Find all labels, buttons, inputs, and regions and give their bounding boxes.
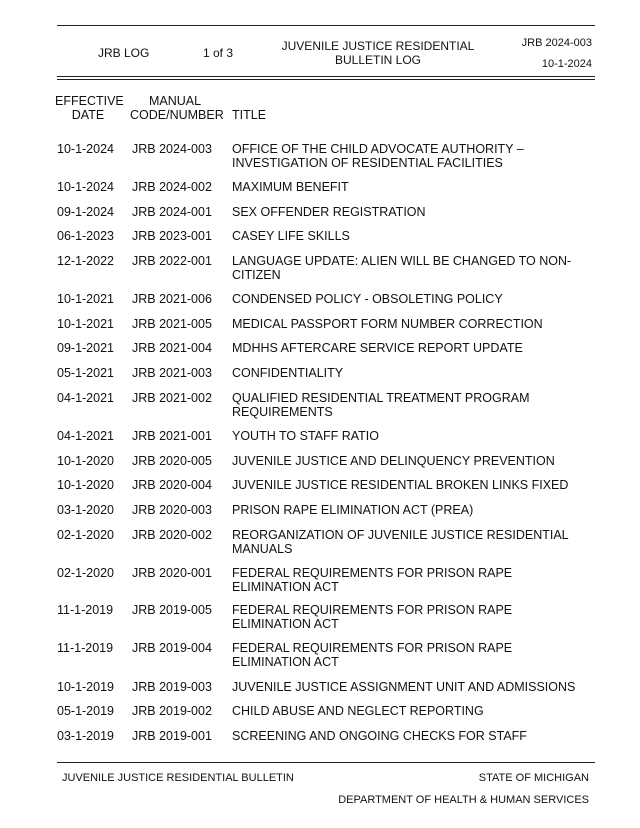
row-code-number: JRB 2020-003: [132, 503, 212, 517]
row-effective-date: 09-1-2024: [57, 205, 114, 219]
row-effective-date: 10-1-2024: [57, 180, 114, 194]
row-title: QUALIFIED RESIDENTIAL TREATMENT PROGRAM REQUIREMENTS: [232, 391, 530, 419]
row-code-number: JRB 2021-003: [132, 366, 212, 380]
row-code-number: JRB 2021-004: [132, 341, 212, 355]
row-effective-date: 02-1-2020: [57, 566, 114, 580]
row-code-number: JRB 2024-001: [132, 205, 212, 219]
row-effective-date: 05-1-2019: [57, 704, 114, 718]
row-effective-date: 06-1-2023: [57, 229, 114, 243]
row-code-number: JRB 2021-005: [132, 317, 212, 331]
row-effective-date: 10-1-2020: [57, 454, 114, 468]
column-header-manual-code: [130, 94, 224, 122]
row-effective-date: 11-1-2019: [57, 603, 114, 617]
row-effective-date: 05-1-2021: [57, 366, 114, 380]
row-effective-date: 10-1-2020: [57, 478, 114, 492]
row-code-number: JRB 2019-001: [132, 729, 212, 743]
row-effective-date: 10-1-2019: [57, 680, 114, 694]
row-code-number: JRB 2021-002: [132, 391, 212, 405]
row-code-number: JRB 2020-001: [132, 566, 212, 580]
row-title: FEDERAL REQUIREMENTS FOR PRISON RAPE ELIMINATION ACT: [232, 566, 513, 594]
row-effective-date: 04-1-2021: [57, 429, 114, 443]
column-header-manual-line1: MANUAL: [148, 94, 202, 108]
row-code-number: JRB 2021-001: [132, 429, 212, 443]
row-title: OFFICE OF THE CHILD ADVOCATE AUTHORITY – INVESTIGATION OF RESIDENTIAL FACILITIES: [232, 142, 524, 170]
column-header-effective-line1: EFFECTIVE: [55, 94, 124, 108]
row-title: JUVENILE JUSTICE RESIDENTIAL BROKEN LINKS FIXED: [232, 478, 569, 492]
row-effective-date: 11-1-2019: [57, 641, 114, 655]
header-title: [262, 39, 494, 67]
column-header-effective-line2: DATE: [71, 108, 105, 122]
row-code-number: JRB 2024-002: [132, 180, 212, 194]
row-title: YOUTH TO STAFF RATIO: [232, 429, 379, 443]
row-code-number: JRB 2022-001: [132, 254, 212, 268]
row-effective-date: 03-1-2019: [57, 729, 114, 743]
column-header-title: TITLE: [232, 108, 267, 122]
header-top-rule: [57, 25, 595, 26]
row-code-number: JRB 2021-006: [132, 292, 212, 306]
header-double-rule-bottom: [57, 79, 595, 80]
header-title-line2: BULLETIN LOG: [334, 53, 422, 67]
row-effective-date: 02-1-2020: [57, 528, 114, 542]
header-title-line1: JUVENILE JUSTICE RESIDENTIAL: [281, 39, 475, 53]
column-header-manual-line2: CODE/NUMBER: [130, 108, 224, 122]
row-title: MEDICAL PASSPORT FORM NUMBER CORRECTION: [232, 317, 543, 331]
footer-rule: [57, 762, 595, 763]
row-effective-date: 10-1-2024: [57, 142, 114, 156]
row-title: LANGUAGE UPDATE: ALIEN WILL BE CHANGED TO NON-CITIZEN: [232, 254, 572, 282]
doc-id: JRB 2024-003: [521, 37, 592, 49]
footer-state: STATE OF MICHIGAN: [478, 772, 589, 784]
row-title: CASEY LIFE SKILLS: [232, 229, 350, 243]
log-label: JRB LOG: [98, 46, 150, 60]
row-title: FEDERAL REQUIREMENTS FOR PRISON RAPE ELIMINATION ACT: [232, 641, 513, 669]
row-title: CONFIDENTIALITY: [232, 366, 344, 380]
row-code-number: JRB 2019-002: [132, 704, 212, 718]
row-effective-date: 04-1-2021: [57, 391, 114, 405]
row-code-number: JRB 2024-003: [132, 142, 212, 156]
row-title: CONDENSED POLICY - OBSOLETING POLICY: [232, 292, 503, 306]
row-effective-date: 12-1-2022: [57, 254, 114, 268]
row-title: MDHHS AFTERCARE SERVICE REPORT UPDATE: [232, 341, 523, 355]
row-title: CHILD ABUSE AND NEGLECT REPORTING: [232, 704, 484, 718]
row-title: JUVENILE JUSTICE ASSIGNMENT UNIT AND ADMISSIONS: [232, 680, 576, 694]
doc-date: 10-1-2024: [541, 58, 592, 70]
row-code-number: JRB 2020-002: [132, 528, 212, 542]
row-title: SEX OFFENDER REGISTRATION: [232, 205, 426, 219]
row-code-number: JRB 2019-004: [132, 641, 212, 655]
row-title: FEDERAL REQUIREMENTS FOR PRISON RAPE ELIMINATION ACT: [232, 603, 513, 631]
row-code-number: JRB 2020-005: [132, 454, 212, 468]
row-title: REORGANIZATION OF JUVENILE JUSTICE RESIDENTIAL MANUALS: [232, 528, 569, 556]
header-double-rule-top: [57, 76, 595, 77]
row-code-number: JRB 2023-001: [132, 229, 212, 243]
footer-bulletin-name: JUVENILE JUSTICE RESIDENTIAL BULLETIN: [62, 772, 294, 784]
row-title: JUVENILE JUSTICE AND DELINQUENCY PREVENTION: [232, 454, 555, 468]
row-effective-date: 10-1-2021: [57, 317, 114, 331]
page-indicator: 1 of 3: [203, 46, 234, 60]
row-code-number: JRB 2019-003: [132, 680, 212, 694]
column-header-effective-date: [55, 94, 124, 122]
row-title: MAXIMUM BENEFIT: [232, 180, 349, 194]
row-code-number: JRB 2020-004: [132, 478, 212, 492]
footer-department: DEPARTMENT OF HEALTH & HUMAN SERVICES: [338, 794, 589, 806]
row-title: SCREENING AND ONGOING CHECKS FOR STAFF: [232, 729, 527, 743]
row-title: PRISON RAPE ELIMINATION ACT (PREA): [232, 503, 474, 517]
row-effective-date: 10-1-2021: [57, 292, 114, 306]
row-effective-date: 03-1-2020: [57, 503, 114, 517]
row-code-number: JRB 2019-005: [132, 603, 212, 617]
row-effective-date: 09-1-2021: [57, 341, 114, 355]
